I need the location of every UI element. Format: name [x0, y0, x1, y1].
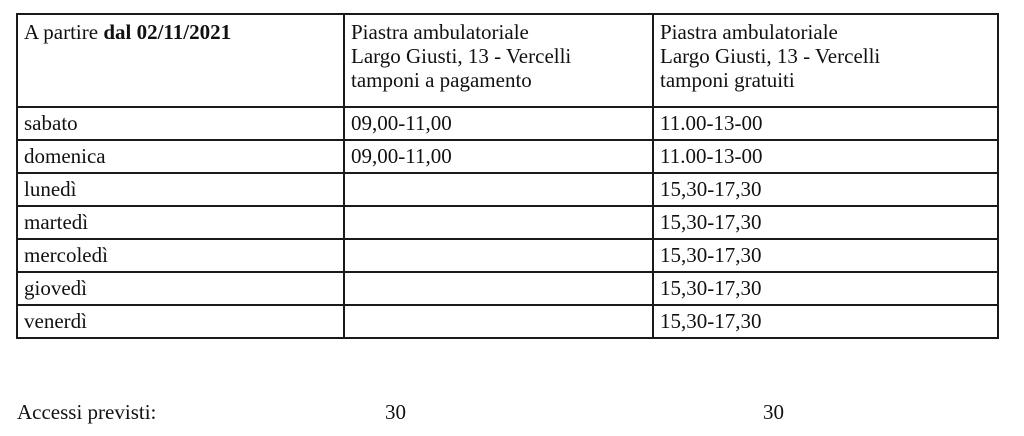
free-hours-cell: 15,30-17,30 — [653, 206, 998, 239]
day-cell: martedì — [17, 206, 344, 239]
header-paid-cell — [344, 14, 653, 107]
day-cell: domenica — [17, 140, 344, 173]
expected-access-free-value: 30 — [763, 400, 784, 424]
header-paid-line: Largo Giusti, 13 - Vercelli — [351, 44, 572, 68]
free-hours-cell: 15,30-17,30 — [653, 173, 998, 206]
table-row — [17, 272, 998, 305]
header-free-cell — [653, 14, 998, 107]
table-row — [17, 140, 998, 173]
day-cell: sabato — [17, 107, 344, 140]
day-cell: venerdì — [17, 305, 344, 338]
paid-hours-cell — [344, 206, 653, 239]
free-hours-cell: 11.00-13-00 — [653, 107, 998, 140]
expected-access-label: Accessi previsti: — [17, 400, 157, 424]
paid-hours-cell: 09,00-11,00 — [344, 107, 653, 140]
paid-hours-cell — [344, 305, 653, 338]
paid-hours-cell: 09,00-11,00 — [344, 140, 653, 173]
header-date-prefix: A partire — [24, 20, 104, 44]
day-cell: giovedì — [17, 272, 344, 305]
table-header-row — [17, 14, 998, 107]
table-row — [17, 107, 998, 140]
day-cell: mercoledì — [17, 239, 344, 272]
free-hours-cell: 15,30-17,30 — [653, 239, 998, 272]
paid-hours-cell — [344, 239, 653, 272]
free-hours-cell: 15,30-17,30 — [653, 305, 998, 338]
header-date-value: dal 02/11/2021 — [103, 20, 232, 44]
header-free-line: Piastra ambulatoriale — [660, 20, 838, 44]
header-free-line: Largo Giusti, 13 - Vercelli — [660, 44, 881, 68]
header-paid-line: Piastra ambulatoriale — [351, 20, 529, 44]
free-hours-cell: 11.00-13-00 — [653, 140, 998, 173]
header-paid-line: tamponi a pagamento — [351, 68, 532, 92]
expected-access-paid-value: 30 — [385, 400, 406, 424]
header-date-cell — [17, 14, 344, 107]
table-row — [17, 239, 998, 272]
table-row — [17, 206, 998, 239]
paid-hours-cell — [344, 173, 653, 206]
schedule-table — [16, 13, 999, 339]
paid-hours-cell — [344, 272, 653, 305]
table-row — [17, 305, 998, 338]
table-row — [17, 173, 998, 206]
header-free-line: tamponi gratuiti — [660, 68, 795, 92]
free-hours-cell: 15,30-17,30 — [653, 272, 998, 305]
day-cell: lunedì — [17, 173, 344, 206]
